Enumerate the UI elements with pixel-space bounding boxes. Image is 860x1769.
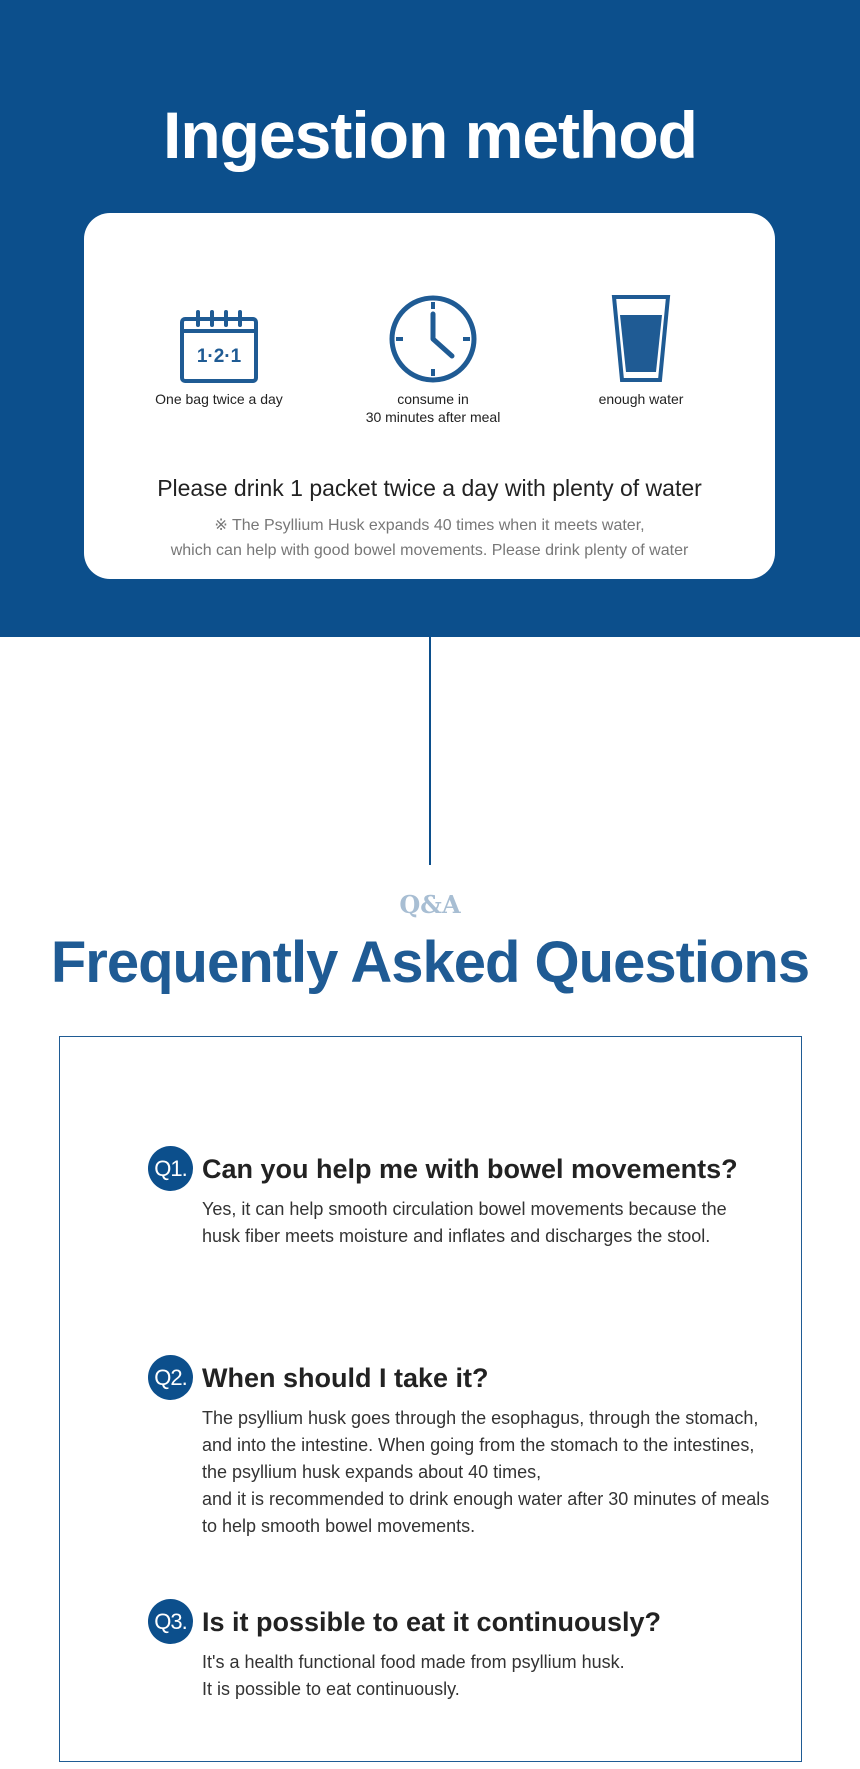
- dosage-instruction: Please drink 1 packet twice a day with plenty of water: [157, 475, 702, 501]
- answer-text: Yes, it can help smooth circulation bowel movements because the husk fiber meets moisture and inflates and discharges the stool.: [202, 1199, 727, 1246]
- vertical-connector-line: [429, 637, 431, 865]
- calendar-icon-text: 1·2·1: [196, 346, 242, 367]
- ingestion-card: [84, 213, 775, 579]
- step-after-meal: [333, 308, 533, 426]
- faq-box: [59, 1036, 802, 1762]
- question-text: Is it possible to eat it continuously?: [202, 1607, 662, 1637]
- question-text: When should I take it?: [202, 1363, 489, 1393]
- question-badge: Q1.: [148, 1146, 193, 1191]
- step-label: One bag twice a day: [155, 391, 283, 407]
- question-text: Can you help me with bowel movements?: [202, 1154, 738, 1184]
- question-badge: Q3.: [148, 1599, 193, 1644]
- faq-title: Frequently Asked Questions: [50, 930, 810, 995]
- step-enough-water: [541, 308, 741, 408]
- step-label: consume in 30 minutes after meal: [365, 391, 501, 425]
- ingestion-section: [0, 0, 860, 637]
- qa-label: Q&A: [399, 890, 461, 919]
- dosage-note: ※ The Psyllium Husk expands 40 times when it meets water, which can help with good bowel movements. Please drink plenty of water: [170, 517, 689, 559]
- ingestion-title: Ingestion method: [163, 98, 697, 172]
- question-badge: Q2.: [148, 1355, 193, 1400]
- step-label: enough water: [598, 391, 684, 407]
- answer-text: It's a health functional food made from psyllium husk. It is possible to eat continuously.: [202, 1652, 625, 1699]
- calendar-icon: [119, 308, 319, 384]
- step-one-bag: [119, 308, 319, 408]
- answer-text: The psyllium husk goes through the esophagus, through the stomach, and into the intestine. When going from the stomach to the intestines, the psyllium husk expands about 40 times, and it is recommended to drink enough water after 30 minutes of meals to help smooth bowel movements.: [202, 1408, 770, 1536]
- clock-icon: [333, 294, 533, 384]
- water-glass-icon: [541, 294, 741, 384]
